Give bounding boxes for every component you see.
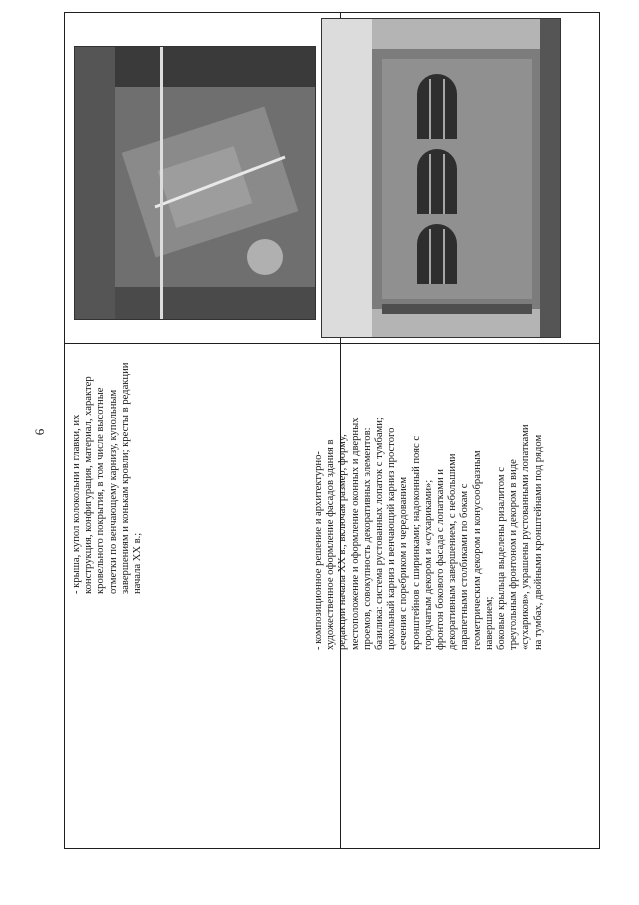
text-line: отметки по венчающему карнизу, купольным xyxy=(107,389,119,594)
text-line: навершием; xyxy=(483,596,495,650)
text-line: кровельного покрытия, в том числе высотные xyxy=(95,387,107,594)
building-facade-photo xyxy=(321,18,561,338)
text-line: редакции начала XX в., включая размер, форму, xyxy=(337,434,349,650)
building-facade-graphic xyxy=(322,19,560,337)
text-line: сечения с поребриком и чередованием xyxy=(398,476,410,650)
text-line: начала XX в.; xyxy=(132,532,144,594)
facade-description xyxy=(313,330,603,650)
text-line: базилика: система рустованных лопаток с тумбами; xyxy=(374,417,386,650)
text-line: кронштейнов с ширинками; надоконный пояс с xyxy=(410,435,422,650)
aerial-photo xyxy=(74,46,316,320)
text-line: - крыша, купол колокольни и главки, их xyxy=(71,414,82,594)
roof-description xyxy=(71,324,161,594)
text-line: художественное оформление фасадов здания в xyxy=(325,439,337,650)
text-line: боковые крыльца выделены ризалитом с xyxy=(496,467,508,650)
text-line: треугольным фронтоном и декором в виде xyxy=(508,459,520,650)
text-line: декоративным завершением, с небольшими xyxy=(447,453,459,650)
text-line: цокольный карниз и венчающий карниз простого xyxy=(386,427,398,650)
page-number: 6 xyxy=(32,428,47,436)
text-line: геометрическим декором и конусообразным xyxy=(471,450,483,650)
text-line: «сухариков», украшены рустованными лопатками xyxy=(520,424,532,650)
aerial-photo-graphic xyxy=(75,47,315,319)
text-line: - композиционное решение и архитектурно- xyxy=(313,451,324,650)
text-line: завершениям и конькам кровли; кресты в редакции xyxy=(119,362,131,594)
text-line: конструкция, конфигурация, материал, характер xyxy=(83,376,95,594)
text-line: парапетными столбиками по бокам с xyxy=(459,483,471,650)
text-line: проемов, совокупность декоративных элементов: xyxy=(361,427,373,650)
text-line: на тумбах, двойными кронштейнами под рядом xyxy=(532,434,544,650)
text-line: городчатым декором и «сухариками»; xyxy=(422,479,434,650)
text-line: местоположение и оформление оконных и дверных xyxy=(349,417,361,650)
text-line: фронтон бокового фасада с лопатками и xyxy=(435,469,447,650)
